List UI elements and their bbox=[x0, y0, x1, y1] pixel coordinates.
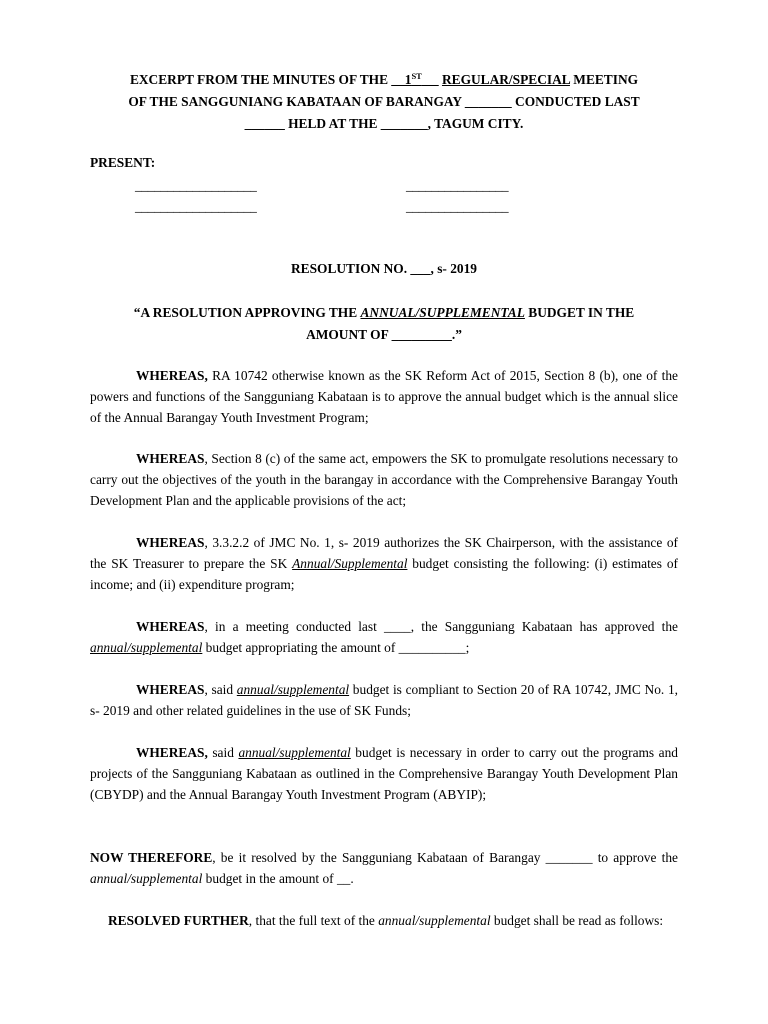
resolved-further-paragraph bbox=[90, 910, 678, 931]
paragraph-text: said bbox=[207, 745, 239, 760]
paragraph-text: budget appropriating the amount of __________; bbox=[202, 640, 470, 656]
title-line-1 bbox=[90, 302, 678, 324]
paragraph-text: budget in the amount of __. bbox=[202, 871, 354, 887]
title-line-2: AMOUNT OF _________.” bbox=[306, 327, 462, 342]
paragraph-lead: WHEREAS, bbox=[136, 368, 208, 383]
ordinal-suffix: ST bbox=[411, 71, 422, 81]
attendee-blank-4: ________________ bbox=[406, 199, 509, 214]
header-line-3: ______ HELD AT THE _______, TAGUM CITY. bbox=[244, 116, 524, 131]
paragraph-text: budget is necessary in order to carry out the programs and projects of the Sangguniang Kabataan as outlined in the Comprehensive Barangay Youth Development Plan (CBYDP) and the Annual Barangay Youth Investment Program (ABYIP); bbox=[90, 745, 678, 803]
paragraph-text: budget shall be read as follows: bbox=[490, 913, 664, 928]
paragraph-lead: WHEREAS bbox=[136, 535, 205, 550]
regular-special-label: REGULAR/SPECIAL bbox=[441, 72, 570, 87]
whereas-paragraph-6 bbox=[90, 742, 678, 806]
whereas-paragraph-3 bbox=[90, 532, 678, 596]
paragraph-text: , said bbox=[204, 682, 237, 697]
header-text: EXCERPT FROM THE MINUTES OF THE bbox=[129, 72, 392, 87]
paragraph-lead: WHEREAS, bbox=[136, 745, 208, 760]
annual-supplemental-term: annual/supplemental bbox=[378, 913, 491, 928]
paragraph-text: budget consisting the following: (i) estimates of income; and (ii) expenditure program; bbox=[90, 556, 678, 593]
whereas-paragraph-5 bbox=[90, 679, 678, 721]
paragraph-text: , Section 8 (c) of the same act, empowers the SK to promulgate resolutions necessary to carry out the objectives of the youth in the barangay in accordance with the Comprehensive Barangay Youth Development Plan and the applicable provisions of the act; bbox=[90, 451, 678, 509]
attendee-blank-2: ________________ bbox=[406, 178, 509, 193]
title-text: BUDGET IN THE bbox=[524, 305, 635, 320]
whereas-paragraph-1 bbox=[90, 365, 678, 429]
meeting-number: __1 bbox=[391, 72, 412, 87]
whereas-paragraph-2 bbox=[90, 448, 678, 512]
paragraph-text: RA 10742 otherwise known as the SK Reform Act of 2015, Section 8 (b), one of the powers and functions of the Sangguniang Kabataan is to approve the annual budget which is the annual slice of the Annual Barangay Youth Investment Program; bbox=[90, 368, 678, 426]
annual-supplemental-term: annual/supplemental bbox=[238, 745, 351, 760]
title-text: “A RESOLUTION APPROVING THE bbox=[133, 305, 361, 320]
paragraph-lead: NOW THEREFORE bbox=[90, 850, 213, 865]
document-header bbox=[80, 69, 688, 135]
paragraph-text: , in a meeting conducted last ____, the Sangguniang Kabataan has approved the bbox=[204, 619, 678, 634]
annual-supplemental-term: annual/supplemental bbox=[90, 871, 203, 887]
paragraph-lead: WHEREAS bbox=[136, 619, 205, 634]
paragraph-text: , that the full text of the bbox=[248, 913, 379, 928]
resolution-number: RESOLUTION NO. ___, s- 2019 bbox=[290, 261, 477, 276]
attendee-blank-1: ___________________ bbox=[135, 178, 257, 193]
now-therefore-paragraph bbox=[90, 847, 678, 889]
annual-supplemental-term: annual/supplemental bbox=[236, 682, 350, 697]
annual-supplemental-term: Annual/Supplemental bbox=[292, 556, 408, 572]
paragraph-text: , be it resolved by the Sangguniang Kabataan of Barangay _______ to approve the bbox=[212, 850, 678, 865]
meeting-number-tail: __ bbox=[421, 72, 439, 87]
header-line-2: OF THE SANGGUNIANG KABATAAN OF BARANGAY _______ CONDUCTED LAST bbox=[128, 94, 640, 109]
paragraph-lead: RESOLVED FURTHER bbox=[108, 913, 249, 928]
meeting-number-blank bbox=[391, 72, 438, 87]
paragraph-text: , 3.3.2.2 of JMC No. 1, s- 2019 authorizes the SK Chairperson, with the assistance of the SK Treasurer to prepare the SK bbox=[90, 535, 678, 572]
title-annual-supplemental: ANNUAL/SUPPLEMENTAL bbox=[360, 305, 525, 320]
resolution-title bbox=[90, 302, 678, 346]
annual-supplemental-term: annual/supplemental bbox=[90, 640, 203, 656]
header-line-1 bbox=[80, 69, 688, 91]
attendee-blank-3: ___________________ bbox=[135, 199, 257, 214]
header-text: MEETING bbox=[569, 72, 639, 87]
paragraph-lead: WHEREAS bbox=[136, 451, 205, 466]
whereas-paragraph-4 bbox=[90, 616, 678, 658]
paragraph-lead: WHEREAS bbox=[136, 682, 205, 697]
present-label: PRESENT: bbox=[90, 155, 156, 170]
paragraph-text: budget is compliant to Section 20 of RA 10742, JMC No. 1, s- 2019 and other related guidelines in the use of SK Funds; bbox=[90, 682, 678, 719]
